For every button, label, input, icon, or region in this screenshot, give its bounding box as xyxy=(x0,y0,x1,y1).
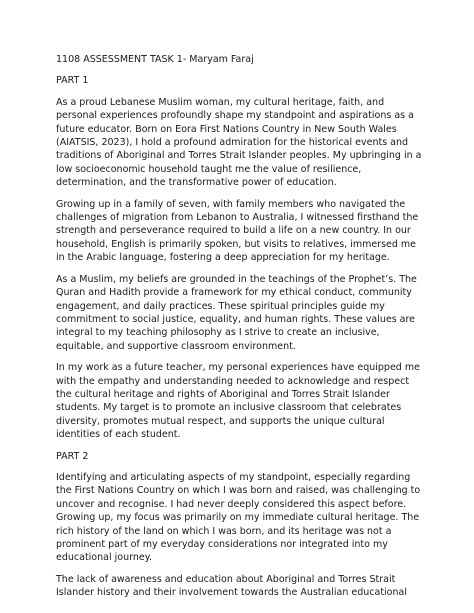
part-1-paragraph-1 xyxy=(56,96,428,190)
text-line: in the Arabic language, fostering a deep appreciation for my heritage. xyxy=(56,252,390,264)
text-line: low socioeconomic household taught me the value of resilience, xyxy=(56,163,362,175)
text-line: equitable, and supportive classroom environment. xyxy=(56,340,296,352)
text-line: uncover and recognise. I had never deeply considered this aspect before. xyxy=(56,498,407,510)
part-2-heading: PART 2 xyxy=(56,450,89,462)
text-line: the First Nations Country on which I was born and raised, was challenging to xyxy=(56,485,421,497)
text-line: identities of each student. xyxy=(56,429,181,441)
part-1-paragraph-3 xyxy=(56,273,428,353)
text-line: prominent part of my everyday considerations nor integrated into my xyxy=(56,539,388,550)
text-line: Growing up in a family of seven, with family members who navigated the xyxy=(56,198,406,210)
text-line: integral to my teaching philosophy as I strive to create an inclusive, xyxy=(56,327,380,339)
text-line: (AIATSIS, 2023), I hold a profound admiration for the historical events and xyxy=(56,137,409,149)
text-line: determination, and the transformative power of education. xyxy=(56,177,337,189)
part-1-paragraph-2 xyxy=(56,198,428,265)
text-line: challenges of migration from Lebanon to Australia, I witnessed firsthand the xyxy=(56,212,419,224)
text-line: household, English is primarily spoken, but visits to relatives, immersed me xyxy=(56,238,417,250)
document-title: 1108 ASSESSMENT TASK 1- Maryam Faraj xyxy=(56,54,254,65)
text-line: Growing up, my focus was primarily on my immediate cultural heritage. The xyxy=(56,512,420,524)
text-line: future educator. Born on Eora First Nations Country in New South Wales xyxy=(56,123,397,135)
text-line: with the empathy and understanding needed to acknowledge and respect xyxy=(56,375,410,387)
text-line: diversity, promotes mutual respect, and supports the unique cultural xyxy=(56,415,385,427)
text-line: Islander history and their involvement towards the Australian educational xyxy=(56,587,407,599)
text-line: Identifying and articulating aspects of my standpoint, especially regarding xyxy=(56,471,411,483)
text-line: the cultural heritage and rights of Aboriginal and Torres Strait Islander xyxy=(56,388,390,400)
text-line: traditions of Aboriginal and Torres Strait Islander peoples. My upbringing in a xyxy=(56,150,422,162)
document-page xyxy=(56,53,428,608)
text-line: As a Muslim, my beliefs are grounded in the teachings of the Prophet’s. The xyxy=(56,273,417,285)
part-2-paragraph-2 xyxy=(56,573,428,600)
text-line: students. My target is to promote an inclusive classroom that celebrates xyxy=(56,402,402,414)
text-line: rich history of the land on which I was born, and its heritage was not a xyxy=(56,525,392,537)
text-line: commitment to social justice, equality, and human rights. These values are xyxy=(56,313,416,325)
part-1-paragraph-4 xyxy=(56,361,428,441)
text-line: engagement, and daily practices. These spiritual principles guide my xyxy=(56,300,385,312)
text-line: As a proud Lebanese Muslim woman, my cultural heritage, faith, and xyxy=(56,96,385,108)
text-line: In my work as a future teacher, my personal experiences have equipped me xyxy=(56,362,420,374)
text-line: Quran and Hadith provide a framework for my ethical conduct, community xyxy=(56,287,412,299)
text-line: personal experiences profoundly shape my standpoint and aspirations as a xyxy=(56,110,414,122)
text-line: educational journey. xyxy=(56,552,152,564)
part-2-paragraph-1 xyxy=(56,471,428,565)
text-line: The lack of awareness and education about Aboriginal and Torres Strait xyxy=(56,573,396,585)
text-line: strength and perseverance required to build a life on a new country. In our xyxy=(56,225,411,237)
part-1-heading: PART 1 xyxy=(56,75,89,87)
